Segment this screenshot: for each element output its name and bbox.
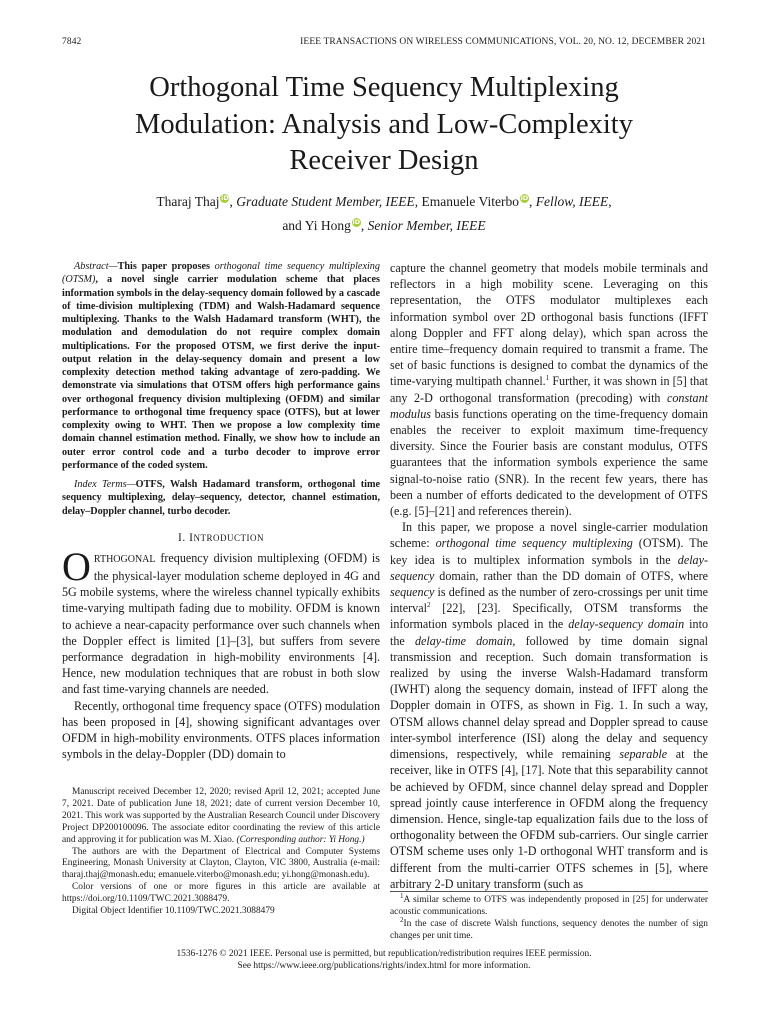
orcid-icon[interactable]: iD <box>221 194 229 202</box>
title-line: Orthogonal Time Sequency Multiplexing <box>149 72 619 103</box>
index-terms: Index Terms—OTFS, Walsh Hadamard transform, orthogonal time sequency multiplexing, delay–sequency, detector, channel estimation, delay–Doppler channel, turbo decoder. <box>62 479 380 517</box>
abstract: Abstract—This paper proposes orthogonal time sequency multiplexing (OTSM), a novel single carrier modulation scheme that places information symbols in the delay-sequency domain followed by a cascade of time-division multiplexing (TDM) and Walsh-Hadamard sequence multiplexing. Thanks to the Walsh Hadamard transform (WHT), the modulation and demodulation do not require complex domain multiplications. For the proposed OTSM, we first derive the input-output relation in the delay-sequency domain and present a low complexity detection method taking advantage of zero-padding. We demonstrate via simulations that OTSM offers high performance gains over orthogonal frequency division multiplexing (OFDM) and similar performance to orthogonal time frequency space (OTFS), but at lower complexity owing to WHT. Then we propose a low complexity time domain channel estimation method. Finally, we show how to include an outer error control code and a turbo decoder to improve error performance of the coded system. <box>62 261 380 471</box>
left-footnotes <box>62 787 380 918</box>
right-column <box>390 260 708 892</box>
doi-note: Digital Object Identifier 10.1109/TWC.2021.3088479 <box>72 906 275 917</box>
author-name: Emanuele Viterbo <box>421 194 519 209</box>
author-name: Tharaj Thaj <box>156 194 220 209</box>
title-line: Receiver Design <box>289 145 479 176</box>
author-connector: and <box>282 218 302 233</box>
copyright-line: See https://www.ieee.org/publications/rights/index.html for more information. <box>237 961 531 972</box>
copyright-notice <box>40 948 728 972</box>
footnote: $^2$In the case of discrete Walsh functions, sequency denotes the number of sign changes per unit time. <box>390 915 708 941</box>
title-line: Modulation: Analysis and Low-Complexity <box>135 108 633 140</box>
body-paragraph: In this paper, we propose a novel single-carrier modulation scheme: orthogonal time sequency multiplexing (OTSM). The key idea is to multiplex information symbols in the delay-sequency domain, rather than the DD domain of OTFS, where sequency is defined as the number of zero-crossings per unit time interval$^2$ [22], [23]. Specifically, OTSM transforms the information symbols placed in the delay-sequency domain into the delay-time domain, followed by time domain signal transmission and reception. Such domain transformation is realized by using the inverse Walsh-Hadamard transform (IWHT) along the sequency domain, instead of IFFT along the Doppler domain in OTFS, as shown in Fig. 1. In such a way, OTSM allows channel delay spread and Doppler spread to cause inter-symbol interference (ISI) along the delay and sequency dimensions, respectively, while remaining separable at the receiver, like in OTFS [4], [17]. Note that this separability cannot be achieved by OFDM, since channel delay spread and Doppler spread jointly cause interference in OFDM along the frequency dimension. Hence, single-tap equalization fails due to the loss of orthogonality between the OFDM sub-carriers. Our single carrier OTSM scheme uses only 1-D orthogonal WHT transform and is different from the multi-carrier OTFS schemes in [5], where arbitrary 2-D unitary transform (such as <box>390 520 709 891</box>
right-footnotes <box>390 891 708 943</box>
author-list: Tharaj Thaj iD, Graduate Student Member, IEEE, Emanuele Viterbo iD, Fellow, IEEE, and Yi Hong iD, Senior Member, IEEE <box>156 194 612 233</box>
intro-paragraph: Recently, orthogonal time frequency space (OTFS) modulation has been proposed in [4], showing significant advantages over OFDM in high-mobility environments. OTFS places information symbols in the delay-Doppler (DD) domain to <box>62 698 380 762</box>
index-terms-label: Index Terms— <box>74 479 136 490</box>
footnote: $^1$A similar scheme to OTFS was independently proposed in [25] for underwater acoustic communications. <box>390 891 708 917</box>
body-paragraph: capture the channel geometry that models mobile terminals and reflectors in a high mobility scene. Leveraging on this representation, the OTFS modulator multiplexes each information symbol over 2D orthogonal basis functions (IFFT along Doppler and FFT along delay), which span across the entire time–frequency domain required to transmit a frame. The set of basic functions is designed to combat the dynamics of the time-varying multipath channel.$^1$ Further, it was shown in [5] that any 2-D orthogonal transformation (precoding) with constant modulus basis functions operating on the time-frequency domain enables the receiver to exploit maximum time-frequency diversity. Since the Fourier basis are constant modulus, OTFS guarantees that the information symbols experience the same signal-to-noise ratio (SNR). In the recent few years, there has been a number of efforts dedicated to the development of OTFS (e.g. [5]–[21] and references therein). <box>390 261 708 519</box>
author-role: Senior Member, IEEE <box>367 218 486 233</box>
affiliation-note: The authors are with the Department of Electrical and Computer Systems Engineering, Monash University at Clayton, Clayton, VIC 3800, Australia (e-mail: tharaj.thaj@monash.edu; emanuele.viterbo@monash.edu; yi.hong@monash.edu). <box>62 846 380 881</box>
orcid-icon[interactable]: iD <box>520 194 529 202</box>
drop-cap: O <box>62 543 91 589</box>
footnote-mark[interactable]: 1 <box>545 374 550 383</box>
manuscript-note: Manuscript received December 12, 2020; revised April 12, 2021; accepted June 7, 2021. Date of publication June 18, 2021; date of current version December 10, 2021. This work was supported by the Australian Research Council under Discovery Project DP200100096. The associate editor coordinating the review of this article and approving it for publication was M. Xiao. (Corresponding author: Yi Hong.) <box>62 787 380 845</box>
abstract-label: Abstract— <box>74 261 118 272</box>
left-column <box>62 260 380 762</box>
journal-header: IEEE TRANSACTIONS ON WIRELESS COMMUNICATIONS, VOL. 20, NO. 12, DECEMBER 2021 <box>300 37 706 47</box>
author-role: Fellow, IEEE <box>535 194 609 209</box>
copyright-line: 1536-1276 © 2021 IEEE. Personal use is permitted, but republication/redistribution requires IEEE permission. <box>176 949 592 959</box>
section-heading: I. INTRODUCTION <box>178 531 264 544</box>
author-name: Yi Hong <box>304 218 351 233</box>
paper-title <box>40 70 728 180</box>
orcid-icon[interactable]: iD <box>352 218 361 226</box>
footnote-mark[interactable]: 2 <box>426 601 431 610</box>
color-note: Color versions of one or more figures in this article are available at https://doi.org/10.1109/TWC.2021.3088479. <box>62 882 380 905</box>
intro-paragraph: ORTHOGONAL frequency division multiplexing (OFDM) is the physical-layer modulation scheme deployed in 4G and 5G mobile systems, where the wireless channel typically exhibits time-varying multipath fading due to mobility. OFDM is known to achieve a near-capacity performance over such channels when the Doppler effect is limited [1]–[3], but suffers from severe performance degradation in high-mobility environments [4]. Hence, new modulation techniques that are robust in both slow and fast time-varying channels are needed. <box>62 543 380 697</box>
author-role: Graduate Student Member, IEEE <box>236 194 415 209</box>
page-number: 7842 <box>62 37 82 47</box>
